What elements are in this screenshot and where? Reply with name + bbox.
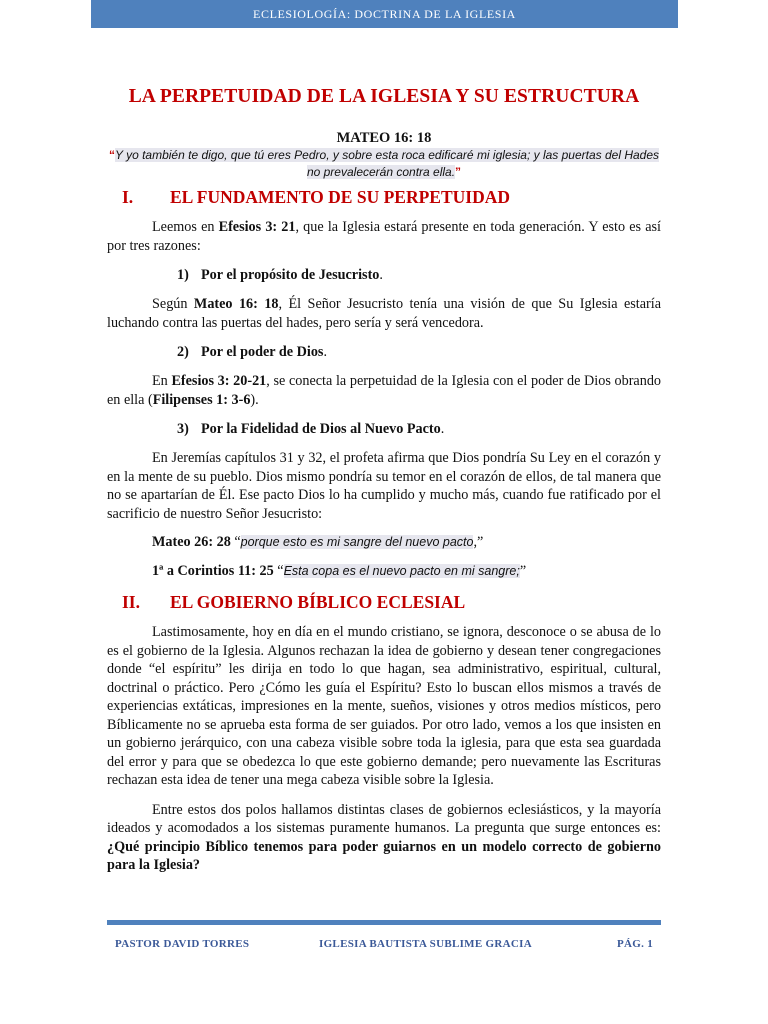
scripture-reference: Mateo 16: 18 bbox=[193, 296, 279, 312]
quote-text: Esta copa es el nuevo pacto en mi sangre; bbox=[283, 564, 520, 578]
quote-text: porque esto es mi sangre del nuevo pacto bbox=[240, 535, 474, 549]
verse-quote bbox=[107, 147, 661, 181]
verse-reference: MATEO 16: 18 bbox=[336, 130, 432, 146]
reason-item-2: 2) Por el poder de Dios. bbox=[177, 344, 327, 360]
key-question: ¿Qué principio Bíblico tenemos para poder guiarnos en un modelo correcto de gobierno para la Iglesia? bbox=[107, 838, 661, 873]
page-number: PÁG. 1 bbox=[616, 938, 653, 950]
paragraph-government-1: Lastimosamente, hoy en día en el mundo cristiano, se ignora, desconoce o se abusa de lo es el gobierno de la Iglesia. Algunos rechazan la idea de gobierno y desean tener congregaciones donde “el espíritu” les dirija en todo lo que hagan, sea administrativo, espiritual, cultural, doctrinal o práctico. Pero ¿Cómo les guía el Espíritu? Esto lo buscan ellos mismos a través de experiencias extáticas, impresiones en la mente, sueños, visiones y otros medios místicos, pero Bíblicamente no se aprueba esta forma de ser guiados. Por otro lado, vemos a los que insisten en un gobierno jerárquico, con una cabeza visible sobre toda la iglesia, para que esta sea guardada del error y para que se obedezca lo que este gobierno demande; pero nuevamente las Escrituras rechazan esta idea de tener una mega cabeza visible sobre la Iglesia. bbox=[107, 624, 661, 788]
section-heading-2 bbox=[107, 592, 661, 613]
footer-author: PASTOR DAVID TORRES bbox=[115, 938, 250, 950]
paragraph-government-2: Entre estos dos polos hallamos distintas clases de gobiernos eclesiásticos, y la mayoría ideados y acomodados a los sistemas puramente humanos. La pregunta que surge entonces es: ¿Qué principio Bíblico tenemos para poder guiarnos en un modelo correcto de gobierno para la Iglesia? bbox=[107, 801, 661, 873]
section-title: EL FUNDAMENTO DE SU PERPETUIDAD bbox=[170, 187, 510, 207]
verse-text: Y yo también te digo, que tú eres Pedro, y sobre esta roca edificaré mi iglesia; y las puertas del Hades no prevalecerán contra ella. bbox=[114, 148, 660, 179]
section-number: I. bbox=[122, 187, 134, 207]
running-header: ECLESIOLOGÍA: DOCTRINA DE LA IGLESIA bbox=[91, 0, 678, 28]
open-quote-mark: “ bbox=[108, 148, 115, 162]
reason-item-1: 1) Por el propósito de Jesucristo. bbox=[177, 267, 383, 283]
scripture-reference: Efesios 3: 21 bbox=[218, 219, 296, 235]
paragraph-intro: Leemos en Efesios 3: 21, que la Iglesia estará presente en toda generación. Y esto es así por tres razones: bbox=[107, 219, 661, 254]
scripture-quote-1: Mateo 26: 28 “porque esto es mi sangre del nuevo pacto,” bbox=[152, 534, 484, 550]
document-body bbox=[107, 86, 661, 875]
footer-church: IGLESIA BAUTISTA SUBLIME GRACIA bbox=[319, 938, 532, 950]
paragraph-reason-1: Según Mateo 16: 18, Él Señor Jesucristo tenía una visión de que Su Iglesia estaría luchando contra las puertas del hades, pero sería y será vencedora. bbox=[107, 296, 662, 331]
section-number: II. bbox=[122, 592, 140, 612]
scripture-quote-2: 1ª a Corintios 11: 25 “Esta copa es el nuevo pacto en mi sangre;” bbox=[152, 563, 527, 579]
paragraph-reason-2: En Efesios 3: 20-21, se conecta la perpetuidad de la Iglesia con el poder de Dios obrando en ella (Filipenses 1: 3-6). bbox=[107, 373, 662, 408]
close-quote-mark: ” bbox=[455, 165, 462, 179]
section-heading-1 bbox=[107, 187, 661, 208]
scripture-reference: Efesios 3: 20-21 bbox=[171, 373, 267, 389]
document-title: LA PERPETUIDAD DE LA IGLESIA Y SU ESTRUCTURA bbox=[128, 86, 640, 107]
footer-divider bbox=[107, 920, 661, 925]
paragraph-reason-3: En Jeremías capítulos 31 y 32, el profeta afirma que Dios pondría Su Ley en el corazón y en la mente de su pueblo. Dios mismo pondría su temor en el corazón de ellos, de tal manera que no se apartarían de Él. Ese pacto Dios lo ha cumplido y mucho más, cuando fue ratificado por el sacrificio de nuestro Señor Jesucristo: bbox=[107, 450, 661, 522]
reason-item-3: 3) Por la Fidelidad de Dios al Nuevo Pacto. bbox=[177, 421, 445, 437]
scripture-reference: Filipenses 1: 3-6 bbox=[152, 391, 251, 408]
scripture-reference: 1ª a Corintios 11: 25 bbox=[152, 563, 274, 579]
scripture-reference: Mateo 26: 28 bbox=[152, 534, 231, 550]
section-title: EL GOBIERNO BÍBLICO ECLESIAL bbox=[170, 592, 466, 612]
